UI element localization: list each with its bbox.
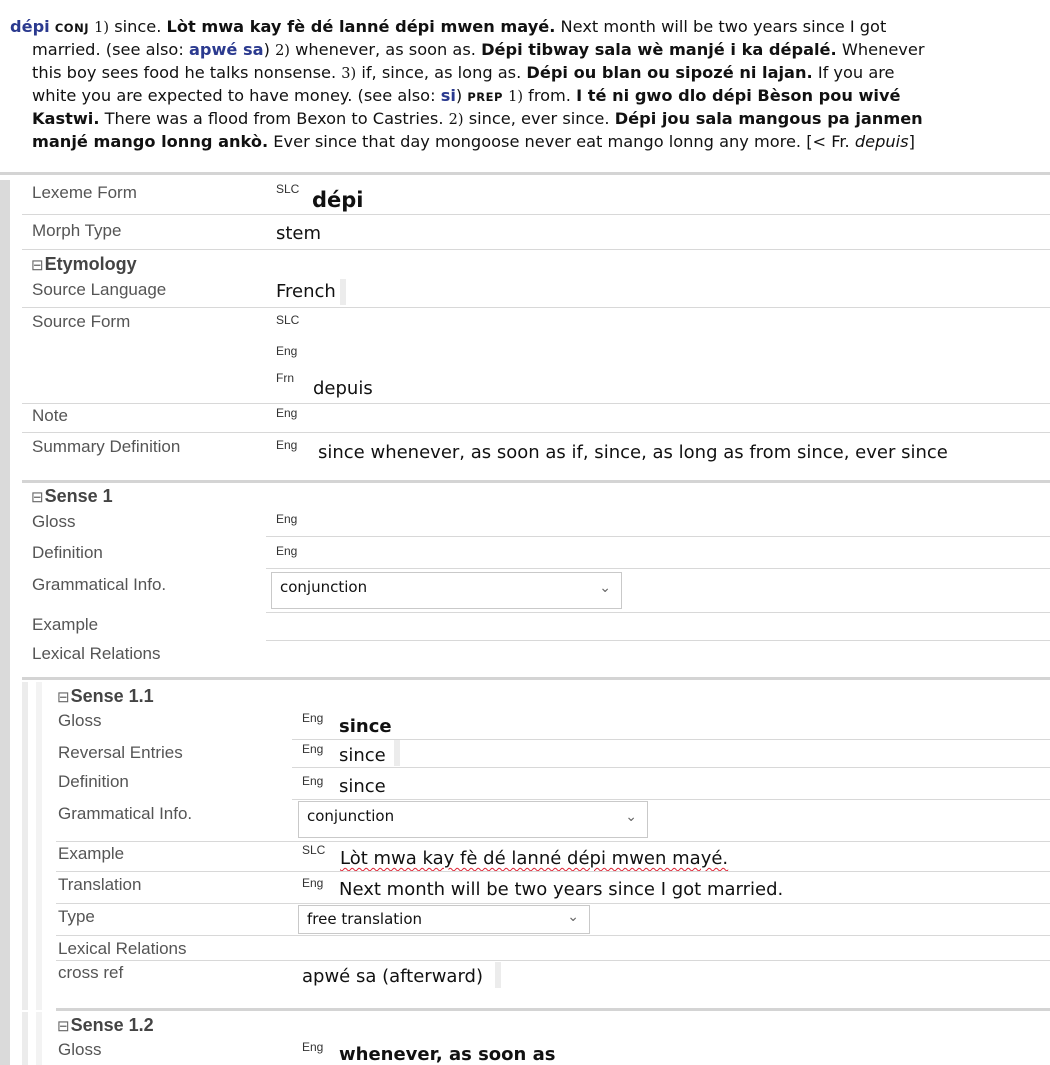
preview-example: Dépi ou blan ou sipozé ni lajan. — [526, 63, 813, 82]
sense-1-2-header[interactable] — [57, 1015, 154, 1036]
preview-translation: If you are — [817, 63, 895, 82]
section-divider — [56, 1008, 1050, 1011]
pos-prep: PREP — [467, 90, 503, 104]
collapse-icon[interactable]: ⊟ — [57, 1018, 70, 1035]
see-also-label: (see also: — [357, 86, 436, 105]
row-divider — [292, 739, 1050, 740]
ws-eng-label: Eng — [276, 344, 298, 358]
type-label: Type — [58, 907, 95, 926]
ws-slc-label: SLC — [302, 843, 326, 857]
sense-number: 2) — [275, 43, 290, 59]
morph-type-field[interactable]: stem — [276, 223, 322, 244]
cross-ref-label: cross ref — [58, 963, 124, 982]
example-label: Example — [58, 844, 125, 863]
preview-separator — [0, 172, 1050, 175]
cross-ref-link[interactable]: apwé sa (afterward) — [302, 966, 483, 987]
row-divider — [56, 841, 1050, 842]
pos-conj: CONJ — [54, 21, 89, 35]
definition-label: Definition — [32, 543, 103, 562]
paren-close: ) — [455, 86, 463, 105]
chevron-down-icon[interactable]: ⌄ — [599, 579, 611, 595]
see-also-link[interactable]: si — [440, 86, 456, 105]
ws-eng-label: Eng — [302, 876, 324, 890]
example-label: Example — [32, 615, 99, 634]
morph-type-label: Morph Type — [32, 221, 122, 240]
gloss-label: Gloss — [32, 512, 76, 531]
translation-type-select[interactable] — [298, 905, 590, 934]
ws-eng-label: Eng — [302, 711, 324, 725]
row-divider — [56, 903, 1050, 904]
reversal-entries-label: Reversal Entries — [58, 743, 183, 762]
ws-slc-label: SLC — [276, 313, 300, 327]
grammatical-info-select[interactable] — [298, 801, 648, 838]
preview-translation: married. — [32, 40, 101, 59]
sense-number: 3) — [341, 66, 357, 82]
lexeme-form-label: Lexeme Form — [32, 183, 137, 202]
sense-1-1-header[interactable] — [57, 686, 154, 707]
etymology-word: depuis — [854, 132, 909, 151]
definition-label: Definition — [58, 772, 129, 791]
preview-example: manjé mango lonng ankò. — [32, 132, 269, 151]
reversal-entries-field[interactable]: since — [339, 745, 386, 766]
sense-number: 1) — [508, 89, 523, 105]
source-form-label: Source Form — [32, 312, 131, 331]
preview-translation: Whenever — [841, 40, 925, 59]
chevron-down-icon[interactable]: ⌄ — [625, 808, 637, 824]
preview-example: Lòt mwa kay fè dé lanné dépi mwen mayé. — [166, 17, 556, 36]
sense-1-2-header-label: Sense 1.2 — [70, 1015, 154, 1035]
preview-example: I té ni gwo dlo dépi Bèson pou wivé — [576, 86, 901, 105]
lexical-relations-label: Lexical Relations — [58, 939, 187, 958]
ws-eng-label: Eng — [302, 774, 324, 788]
row-divider — [266, 568, 1050, 569]
source-language-field[interactable]: French — [276, 281, 336, 302]
collapse-icon[interactable]: ⊟ — [57, 689, 70, 706]
dictionary-preview — [10, 16, 1040, 153]
preview-translation: white you are expected to have money. — [32, 86, 353, 105]
sense-number: 2) — [448, 112, 464, 128]
ws-frn-label: Frn — [276, 371, 294, 385]
section-divider — [22, 480, 1050, 483]
grammatical-info-label: Grammatical Info. — [58, 804, 193, 823]
preview-gloss: if, since, as long as. — [361, 63, 522, 82]
definition-field[interactable]: since — [339, 776, 386, 797]
translation-label: Translation — [58, 875, 142, 894]
ws-slc-label: SLC — [276, 182, 300, 196]
paren-close: ) — [263, 40, 270, 59]
row-divider — [22, 249, 1050, 250]
preview-translation: Next month will be two years since I got — [560, 17, 887, 36]
summary-definition-field[interactable]: since whenever, as soon as if, since, as long as from since, ever since — [318, 442, 948, 463]
preview-example: Kastwi. — [32, 109, 100, 128]
lexeme-form-field[interactable]: dépi — [312, 188, 364, 212]
grammatical-info-label: Grammatical Info. — [32, 575, 167, 594]
gloss-field[interactable]: since — [339, 716, 392, 737]
preview-gloss: since, ever since. — [468, 109, 610, 128]
row-divider — [292, 767, 1050, 768]
etymology-header-label: Etymology — [44, 254, 137, 274]
row-divider — [266, 536, 1050, 537]
preview-headword[interactable]: dépi — [10, 17, 50, 36]
sense-1-header-label: Sense 1 — [44, 486, 113, 506]
preview-translation: Ever since that day mongoose never eat mango lonng any more. — [273, 132, 802, 151]
left-gutter — [0, 180, 10, 1065]
sense-1-1-header-label: Sense 1.1 — [70, 686, 154, 706]
row-divider — [22, 307, 1050, 308]
indent-stripe — [36, 1012, 42, 1065]
collapse-icon[interactable]: ⊟ — [31, 489, 44, 506]
preview-gloss: from. — [528, 86, 571, 105]
row-divider — [22, 214, 1050, 215]
gloss-label: Gloss — [58, 1040, 102, 1059]
ws-eng-label: Eng — [302, 1040, 324, 1054]
ws-eng-label: Eng — [276, 438, 298, 452]
row-divider — [56, 935, 1050, 936]
select-value: conjunction — [307, 807, 395, 825]
source-language-label: Source Language — [32, 280, 167, 299]
source-form-frn-field[interactable]: depuis — [313, 378, 373, 399]
gloss-field[interactable]: whenever, as soon as — [339, 1044, 556, 1065]
preview-example: Dépi tibway sala wè manjé i ka dépalé. — [481, 40, 837, 59]
sense-number: 1) — [94, 20, 110, 36]
select-value: free translation — [307, 910, 422, 928]
ws-eng-label: Eng — [276, 544, 298, 558]
sense-1-header[interactable] — [31, 486, 113, 507]
field-edge — [394, 740, 400, 766]
row-divider — [266, 612, 1050, 613]
indent-stripe — [36, 682, 42, 1010]
grammatical-info-select[interactable] — [271, 572, 622, 609]
row-divider — [22, 432, 1050, 433]
field-edge — [340, 279, 346, 305]
indent-stripe — [22, 1012, 28, 1065]
ws-eng-label: Eng — [276, 512, 298, 526]
row-divider — [22, 403, 1050, 404]
etymology-header[interactable] — [31, 254, 137, 275]
section-divider — [22, 677, 1050, 680]
preview-gloss: since. — [114, 17, 162, 36]
example-field[interactable]: Lòt mwa kay fè dé lanné dépi mwen mayé. — [340, 848, 729, 869]
ws-eng-label: Eng — [276, 406, 298, 420]
etymology-close: ] — [908, 132, 915, 151]
summary-definition-label: Summary Definition — [32, 437, 181, 456]
gloss-label: Gloss — [58, 711, 102, 730]
lexical-relations-label: Lexical Relations — [32, 644, 161, 663]
field-edge — [495, 962, 501, 988]
preview-gloss: whenever, as soon as. — [295, 40, 476, 59]
preview-translation: There was a flood from Bexon to Castries. — [104, 109, 444, 128]
preview-example: Dépi jou sala mangous pa janmen — [614, 109, 923, 128]
preview-translation: this boy sees food he talks nonsense. — [32, 63, 337, 82]
note-label: Note — [32, 406, 68, 425]
see-also-link[interactable]: apwé sa — [188, 40, 264, 59]
translation-field[interactable]: Next month will be two years since I got married. — [339, 879, 784, 900]
row-divider — [292, 799, 1050, 800]
row-divider — [56, 871, 1050, 872]
collapse-icon[interactable]: ⊟ — [31, 257, 44, 274]
chevron-down-icon[interactable]: ⌄ — [567, 908, 579, 924]
row-divider — [56, 960, 1050, 961]
see-also-label: (see also: — [105, 40, 184, 59]
ws-eng-label: Eng — [302, 742, 324, 756]
select-value: conjunction — [280, 578, 368, 596]
etymology-open: [< Fr. — [806, 132, 850, 151]
indent-stripe — [22, 682, 28, 1010]
row-divider — [266, 640, 1050, 641]
